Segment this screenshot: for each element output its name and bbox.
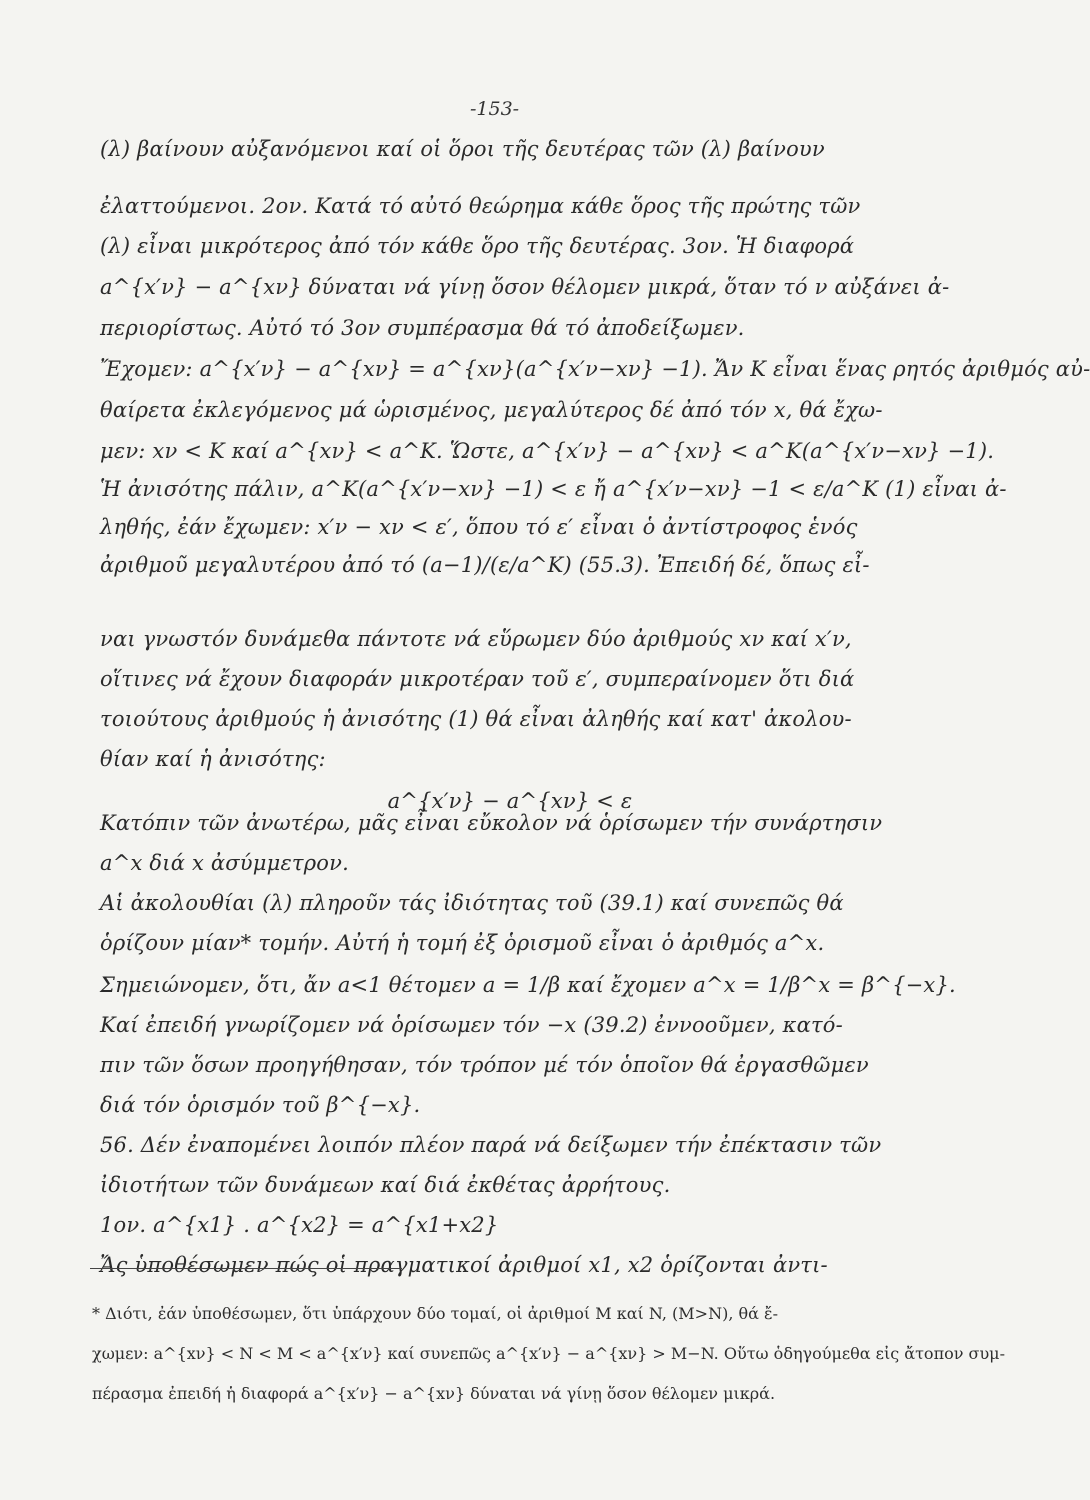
text-line: 56. Δέν ἐναπομένει λοιπόν πλέον παρά νά δείξωμεν τήν ἐπέκτασιν τῶν <box>100 1133 882 1157</box>
text-line: Ἡ ἀνισότης πάλιν, a^K(a^{x′ν−xν} −1) < ε ἤ a^{x′ν−xν} −1 < ε/a^K (1) εἶναι ἀ- <box>100 477 1007 501</box>
text-line: 1ον. a^{x1} . a^{x2} = a^{x1+x2} <box>100 1213 499 1237</box>
text-line: Ἄς ὑποθέσωμεν πώς οἱ πραγματικοί ἀριθμοί x1, x2 ὁρίζονται ἀντι- <box>100 1253 828 1277</box>
text-line: μεν: xν < K καί a^{xν} < a^K. Ὥστε, a^{x′ν} − a^{xν} < a^K(a^{x′ν−xν} −1). <box>100 439 995 463</box>
text-line: ὁρίζουν μίαν* τομήν. Αὐτή ἡ τομή ἐξ ὁρισμοῦ εἶναι ὁ ἀριθμός a^x. <box>100 931 825 955</box>
text-line: Αἱ ἀκολουθίαι (λ) πληροῦν τάς ἰδιότητας τοῦ (39.1) καί συνεπῶς θά <box>100 891 844 915</box>
footnote-line: πέρασμα ἐπειδή ἡ διαφορά a^{x′ν} − a^{xν} δύναται νά γίνῃ ὅσον θέλομεν μικρά. <box>92 1384 776 1403</box>
text-line: ἐλαττούμενοι. 2ον. Κατά τό αὐτό θεώρημα κάθε ὅρος τῆς πρώτης τῶν <box>100 194 861 218</box>
text-line: τοιούτους ἀριθμούς ἡ ἀνισότης (1) θά εἶναι ἀληθής καί κατ' ἀκολου- <box>100 707 852 731</box>
formula-line: a^{x′ν} − a^{xν} < ε <box>387 789 633 813</box>
text-line: ἰδιοτήτων τῶν δυνάμεων καί διά ἐκθέτας ἀρρήτους. <box>100 1173 671 1197</box>
text-line: πιν τῶν ὅσων προηγήθησαν, τόν τρόπον μέ τόν ὁποῖον θά ἐργασθῶμεν <box>100 1053 869 1077</box>
text-line: ληθής, ἐάν ἔχωμεν: x′ν − xν < ε′, ὅπου τό ε′ εἶναι ὁ ἀντίστροφος ἑνός <box>100 515 858 539</box>
text-line: a^x διά x ἀσύμμετρον. <box>100 851 349 875</box>
text-line: διά τόν ὁρισμόν τοῦ β^{−x}. <box>100 1093 421 1117</box>
footnote-rule <box>90 1268 402 1269</box>
text-line: θαίρετα ἐκλεγόμενος μά ὡρισμένος, μεγαλύτερος δέ ἀπό τόν x, θά ἔχω- <box>100 398 883 422</box>
text-line: (λ) βαίνουν αὐξανόμενοι καί οἱ ὅροι τῆς δευτέρας τῶν (λ) βαίνουν <box>100 137 825 161</box>
page-number: -153- <box>470 98 520 120</box>
footnote-line: χωμεν: a^{xν} < N < M < a^{x′ν} καί συνεπῶς a^{x′ν} − a^{xν} > M−N. Οὕτω ὁδηγούμεθα εἰς ἄτοπον συμ- <box>92 1344 1005 1363</box>
text-line: Κατόπιν τῶν ἀνωτέρω, μᾶς εἶναι εὔκολον νά ὁρίσωμεν τήν συνάρτησιν <box>100 811 883 835</box>
text-line: οἵτινες νά ἔχουν διαφοράν μικροτέραν τοῦ ε′, συμπεραίνομεν ὅτι διά <box>100 667 855 691</box>
text-line: Σημειώνομεν, ὅτι, ἄν a<1 θέτομεν a = 1/β καί ἔχομεν a^x = 1/β^x = β^{−x}. <box>100 973 956 997</box>
text-line: ναι γνωστόν δυνάμεθα πάντοτε νά εὕρωμεν δύο ἀριθμούς xν καί x′ν, <box>100 627 852 651</box>
text-line: ἀριθμοῦ μεγαλυτέρου ἀπό τό (a−1)/(ε/a^K) (55.3). Ἐπειδή δέ, ὅπως εἶ- <box>100 553 870 577</box>
text-line: περιορίστως. Αὐτό τό 3ον συμπέρασμα θά τό ἀποδείξωμεν. <box>100 316 745 340</box>
text-line: θίαν καί ἡ ἀνισότης: <box>100 747 326 771</box>
text-line: (λ) εἶναι μικρότερος ἀπό τόν κάθε ὅρο τῆς δευτέρας. 3ον. Ἡ διαφορά <box>100 234 855 258</box>
footnote-line: * Διότι, ἐάν ὑποθέσωμεν, ὅτι ὑπάρχουν δύο τομαί, οἱ ἀριθμοί M καί N, (M>N), θά ἔ- <box>92 1304 779 1323</box>
text-line: Καί ἐπειδή γνωρίζομεν νά ὁρίσωμεν τόν −x (39.2) ἐννοοῦμεν, κατό- <box>100 1013 843 1037</box>
text-line: a^{x′ν} − a^{xν} δύναται νά γίνῃ ὅσον θέλομεν μικρά, ὅταν τό ν αὐξάνει ἀ- <box>100 275 950 299</box>
text-line: Ἔχομεν: a^{x′ν} − a^{xν} = a^{xν}(a^{x′ν−xν} −1). Ἄν K εἶναι ἕνας ρητός ἀριθμός αὐ- <box>100 357 1090 381</box>
